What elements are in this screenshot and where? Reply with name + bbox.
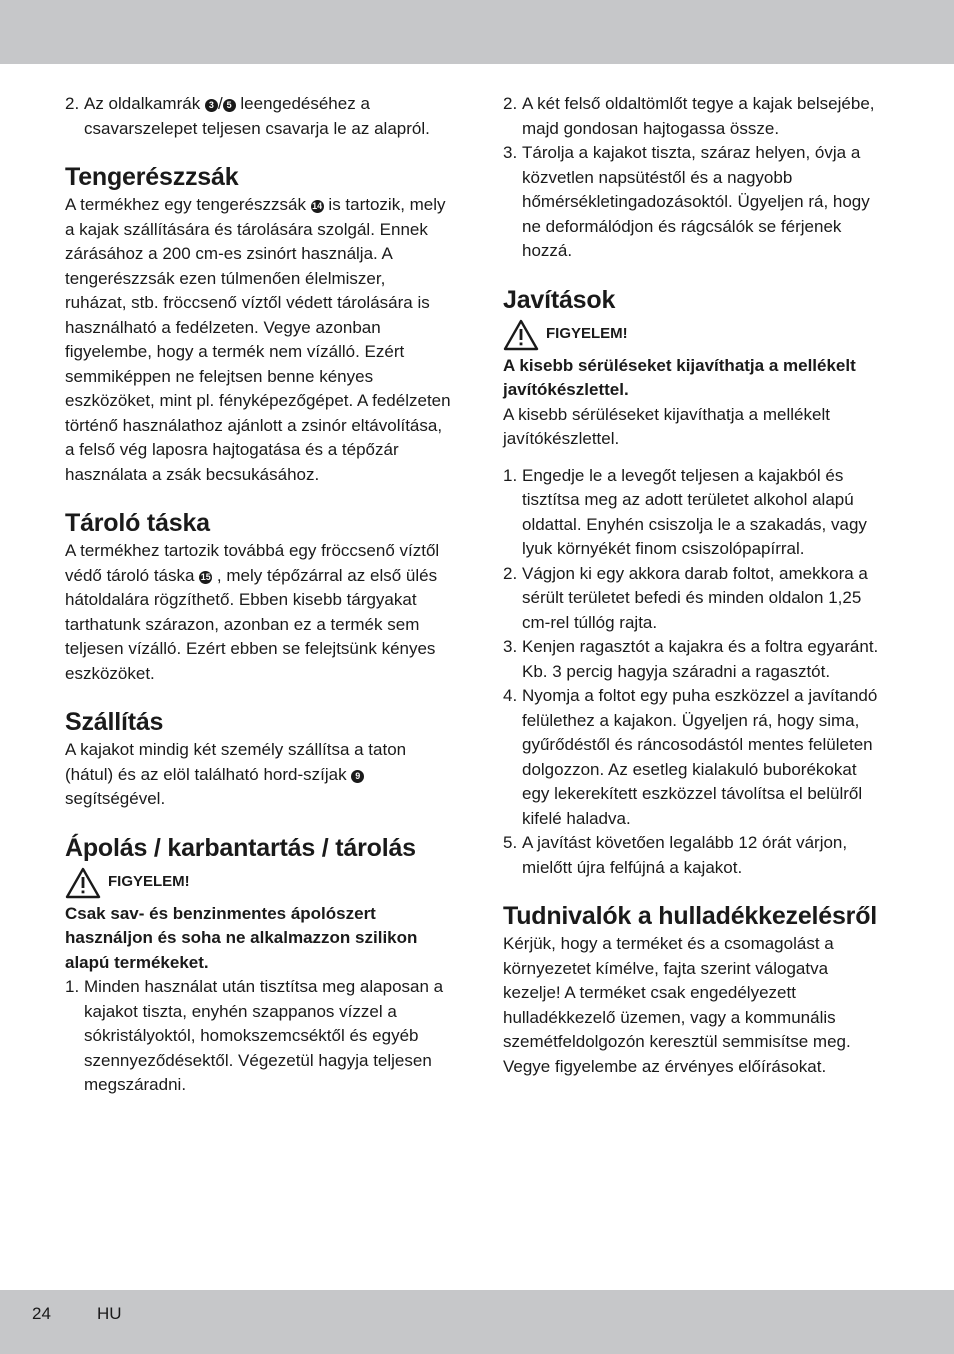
- list-number: 1.: [503, 465, 518, 485]
- list-item: [503, 141, 888, 264]
- warning-callout: [65, 867, 451, 899]
- badge-9: 9: [351, 770, 364, 783]
- badge-3: 3: [205, 99, 218, 112]
- list-number: 5.: [503, 833, 518, 852]
- list-item: [65, 92, 451, 141]
- list-item: [503, 464, 888, 562]
- list-text-b: /: [217, 94, 223, 113]
- list-text: Tárolja a kajakot tiszta, száraz helyen, óvja a közvetlen napsütéstől és a nagyobb hőmérsékletingadozásoktól. Ügyeljen rá, hogy ne deformálódjon és rágcsálók se férjenek hozzá.: [522, 143, 870, 260]
- language-code: HU: [97, 1304, 122, 1323]
- warning-triangle-icon: [503, 319, 539, 351]
- sea-bag-text-b: is tartozik, mely a kajak szállítására és tárolására szolgál. Ennek zárásához a 200 cm-es zsinórt használja. A tengerészzsák ezen túlmenően élelmiszer, ruházat, stb. fröccsenő víztől védett tárolására is használható a fedélzeten. Vegye azonban figyelembe, hogy a termék nem vízálló. Ezért semmiképpen ne felejtsen benne kényes eszközöket, mint pl. fényképezőgépet. A fedélzeten történő használathoz ajánlott a zsinór eltávolítása, a felső vég laposra hajtogatása és a tépőzár használata a zsák becsukásához.: [65, 195, 451, 484]
- list-number: 3.: [503, 143, 518, 162]
- heading-repairs: Javítások: [503, 285, 616, 314]
- list-text: Minden használat után tisztítsa meg alaposan a kajakot tiszta, enyhén szappanos vízzel a sókristályoktól, homokszemcséktől és egyéb szennyeződésektől. Végezetül hagyja teljesen megszáradni.: [84, 977, 444, 1094]
- list-text-a: Az oldalkamrák: [84, 94, 205, 113]
- warning-label: FIGYELEM!: [108, 873, 190, 891]
- list-item: [65, 975, 451, 1098]
- list-item: [503, 635, 888, 684]
- list-number: 2.: [65, 94, 80, 113]
- warning-label: FIGYELEM!: [546, 325, 628, 343]
- list-number: 2.: [503, 563, 518, 583]
- paragraph-storage-bag: [65, 539, 451, 686]
- care-list-continued: [503, 92, 888, 264]
- heading-disposal: Tudnivalók a hulladékkezelésről: [503, 902, 878, 930]
- list-text: Nyomja a foltot egy puha eszközzel a javítandó felülethez a kajakon. Ügyeljen rá, hogy sima, gyűrődéstől és ráncosodástól mentes felületen dolgozzon. Az esetleg kialakuló buborékokat egy lekerekített eszközzel távolítsa el belülről kifelé haladva.: [522, 686, 878, 828]
- list-item: [503, 92, 888, 141]
- care-list: [65, 975, 451, 1098]
- repairs-paragraph: A kisebb sérüléseket kijavíthatja a mellékelt javítókészlettel.: [503, 404, 830, 448]
- header-bar: [0, 0, 954, 64]
- storage-bag-text-a: A termékhez tartozik továbbá egy fröccsenő víztől védő tároló táska: [65, 541, 440, 585]
- heading-care: Ápolás / karbantartás / tárolás: [65, 833, 416, 862]
- list-text: Kenjen ragasztót a kajakra és a foltra egyaránt. Kb. 3 percig hagyja száradni a ragasztót.: [522, 637, 879, 681]
- heading-storage-bag: Tároló táska: [65, 509, 210, 537]
- warning-callout: [503, 319, 888, 351]
- storage-bag-text-b: , mely tépőzárral az első ülés hátoldalára rögzíthető. Ebben kisebb tárgyakat tarthatunk szárazon, azonban ez a termék sem teljesen vízálló. Ezért ebben se felejtsünk kényes eszközöket.: [65, 565, 438, 683]
- badge-15: 15: [200, 571, 211, 582]
- list-number: 3.: [503, 637, 518, 656]
- warning-triangle-icon: [65, 867, 101, 899]
- intro-list: [65, 92, 451, 141]
- badge-14: 14: [312, 201, 323, 211]
- sea-bag-text-a: A termékhez egy tengerészzsák: [65, 195, 311, 214]
- list-text: A javítást követően legalább 12 órát várjon, mielőtt újra felfújná a kajakot.: [522, 833, 848, 877]
- right-column: [503, 92, 888, 1079]
- list-number: 2.: [503, 94, 518, 113]
- paragraph-transport: [65, 738, 451, 812]
- footer-bar: [0, 1290, 954, 1354]
- transport-text-b: segítségével.: [65, 789, 166, 808]
- paragraph-sea-bag: [65, 193, 451, 487]
- heading-transport: Szállítás: [65, 708, 164, 736]
- list-number: 1.: [65, 977, 80, 996]
- warning-text: A kisebb sérüléseket kijavíthatja a mellékelt javítókészlettel.: [503, 355, 856, 399]
- repairs-list: [503, 464, 888, 881]
- paragraph-disposal: Kérjük, hogy a terméket és a csomagolást a környezetet kímélve, fajta szerint válogatva kezelje! A terméket csak engedélyezett hulladékkezelő üzemen, vagy a kommunális szemétfeldolgozón keresztül semmisítse meg. Vegye figyelembe az érvényes előírásokat.: [503, 934, 851, 1076]
- list-text: Vágjon ki egy akkora darab foltot, amekkora a sérült területet befedi és minden oldalon 1,25 cm-rel túllóg rajta.: [522, 563, 868, 632]
- list-text: A két felső oldaltömlőt tegye a kajak belsejébe, majd gondosan hajtogassa össze.: [522, 94, 875, 138]
- list-text-c: leengedéséhez a csavarszelepet teljesen csavarja le az alapról.: [84, 94, 430, 138]
- page-number: 24: [32, 1304, 51, 1323]
- list-item: [503, 562, 888, 636]
- transport-text-a: A kajakot mindig két személy szállítsa a taton (hátul) és az elöl található hord-szíjak: [65, 740, 407, 784]
- heading-sea-bag: Tengerészzsák: [65, 163, 239, 191]
- badge-5: 5: [223, 99, 236, 112]
- left-column: [65, 92, 451, 1098]
- warning-text: Csak sav- és benzinmentes ápolószert használjon és soha ne alkalmazzon szilikon alapú termékeket.: [65, 903, 418, 972]
- list-text: Engedje le a levegőt teljesen a kajakból és tisztítsa meg az adott területet alkohol alapú oldattal. Enyhén csiszolja le a szakadás, vagy lyuk környékét finom csiszolópapírral.: [522, 465, 867, 558]
- list-item: [503, 684, 888, 831]
- list-number: 4.: [503, 686, 518, 705]
- list-item: [503, 831, 888, 880]
